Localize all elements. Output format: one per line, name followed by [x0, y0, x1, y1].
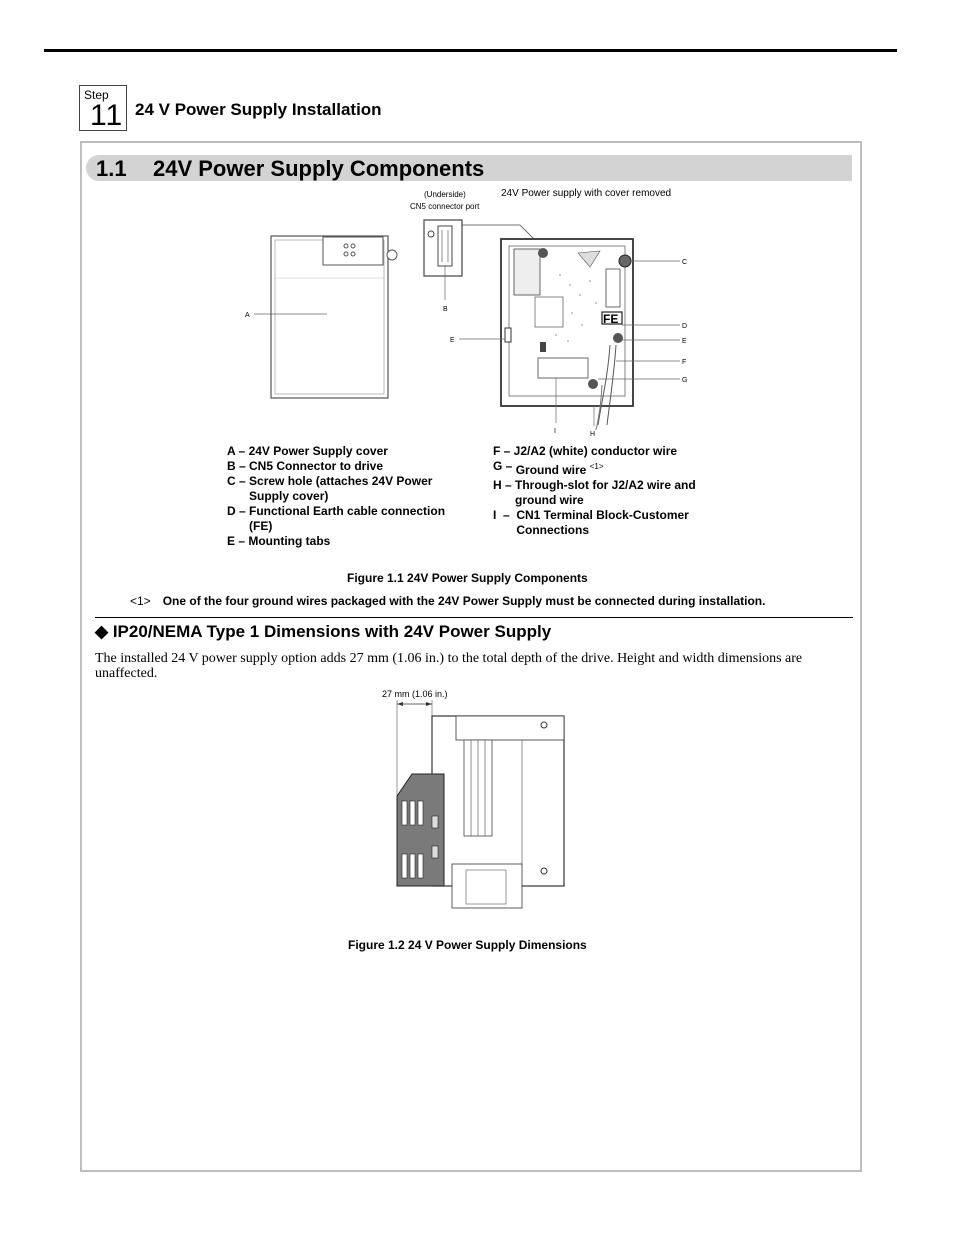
callout-g: G	[682, 377, 688, 384]
legend-right	[493, 444, 723, 538]
legend-key: C –	[227, 474, 250, 488]
callout-f: F	[682, 359, 687, 366]
footnote-text: One of the four ground wires packaged with the 24V Power Supply must be connected during installation.	[162, 594, 766, 608]
legend-item-e	[227, 534, 467, 549]
legend-text-wrap	[516, 459, 723, 478]
legend-item-b	[227, 459, 467, 474]
callout-h: H	[590, 431, 596, 438]
step-title: 24 V Power Supply Installation	[135, 100, 382, 119]
footnote-tag: <1>	[130, 594, 151, 608]
legend-text: CN1 Terminal Block-Customer Connections	[516, 508, 689, 537]
drive-body	[432, 716, 564, 908]
legend-text: Screw hole (attaches 24V Power Supply cover)	[249, 474, 433, 503]
legend-key: D –	[227, 504, 250, 518]
legend-key: I –	[493, 508, 517, 522]
legend-item-f	[493, 444, 723, 459]
legend-key: A –	[227, 444, 249, 458]
callout-e-right: E	[682, 338, 687, 345]
step-label: Step	[84, 88, 109, 102]
legend-text: CN5 Connector to drive	[249, 459, 384, 473]
step-number: 11	[90, 99, 124, 132]
legend-item-i	[493, 508, 723, 538]
subsection-rule	[95, 617, 853, 618]
callout-i: I	[554, 428, 556, 435]
footnote-ref: <1>	[589, 462, 604, 471]
legend-item-c	[227, 474, 467, 504]
figure-1-2-drawing	[376, 686, 576, 922]
legend-text: Mounting tabs	[248, 534, 331, 548]
legend-text: 24V Power Supply cover	[248, 444, 388, 458]
fe-marking: FE	[603, 312, 619, 326]
cover-removed-label: 24V Power supply with cover removed	[501, 188, 672, 199]
header-rule	[44, 49, 897, 52]
dimension-label: 27 mm (1.06 in.)	[382, 689, 448, 699]
callout-c: C	[682, 259, 688, 266]
legend-key: B –	[227, 459, 250, 473]
legend-item-h	[493, 478, 723, 508]
footnote	[130, 594, 765, 608]
legend-key: H –	[493, 478, 516, 492]
underside-label: (Underside)	[424, 190, 466, 199]
subsection-title: IP20/NEMA Type 1 Dimensions with 24V Power Supply	[112, 622, 552, 641]
legend-item-d	[227, 504, 467, 534]
power-supply-option	[397, 774, 444, 886]
legend-left	[227, 444, 467, 549]
power-supply-board	[501, 239, 633, 430]
legend-text: Functional Earth cable connection (FE)	[249, 504, 446, 533]
figure-1-2-caption: Figure 1.2 24 V Power Supply Dimensions	[348, 938, 587, 952]
body-paragraph: The installed 24 V power supply option adds 27 mm (1.06 in.) to the total depth of the drive. Height and width dimensions are unaffected.	[95, 651, 803, 681]
section-number: 1.1	[96, 156, 127, 181]
callout-b: B	[443, 306, 448, 313]
legend-text: J2/A2 (white) conductor wire	[513, 444, 678, 458]
legend-item-g	[493, 459, 723, 478]
callout-d: D	[682, 323, 688, 330]
cn5-port-label: CN5 connector port	[410, 202, 480, 211]
callout-a: A	[245, 312, 250, 319]
legend-key: E –	[227, 534, 249, 548]
step-box	[79, 85, 127, 131]
figure-1-1-drawing	[230, 185, 710, 440]
legend-key: F –	[493, 444, 514, 458]
legend-item-a	[227, 444, 467, 459]
callout-e-left: E	[450, 337, 455, 344]
legend-key: G –	[493, 459, 516, 473]
subsection-heading	[95, 622, 551, 642]
power-supply-cover	[271, 236, 397, 398]
diamond-bullet-icon: ◆	[95, 622, 109, 641]
section-title: 24V Power Supply Components	[153, 156, 485, 181]
legend-text: Ground wire	[515, 463, 587, 477]
legend-text: Through-slot for J2/A2 wire and ground wire	[515, 478, 696, 507]
figure-1-1-caption: Figure 1.1 24V Power Supply Components	[347, 571, 588, 585]
